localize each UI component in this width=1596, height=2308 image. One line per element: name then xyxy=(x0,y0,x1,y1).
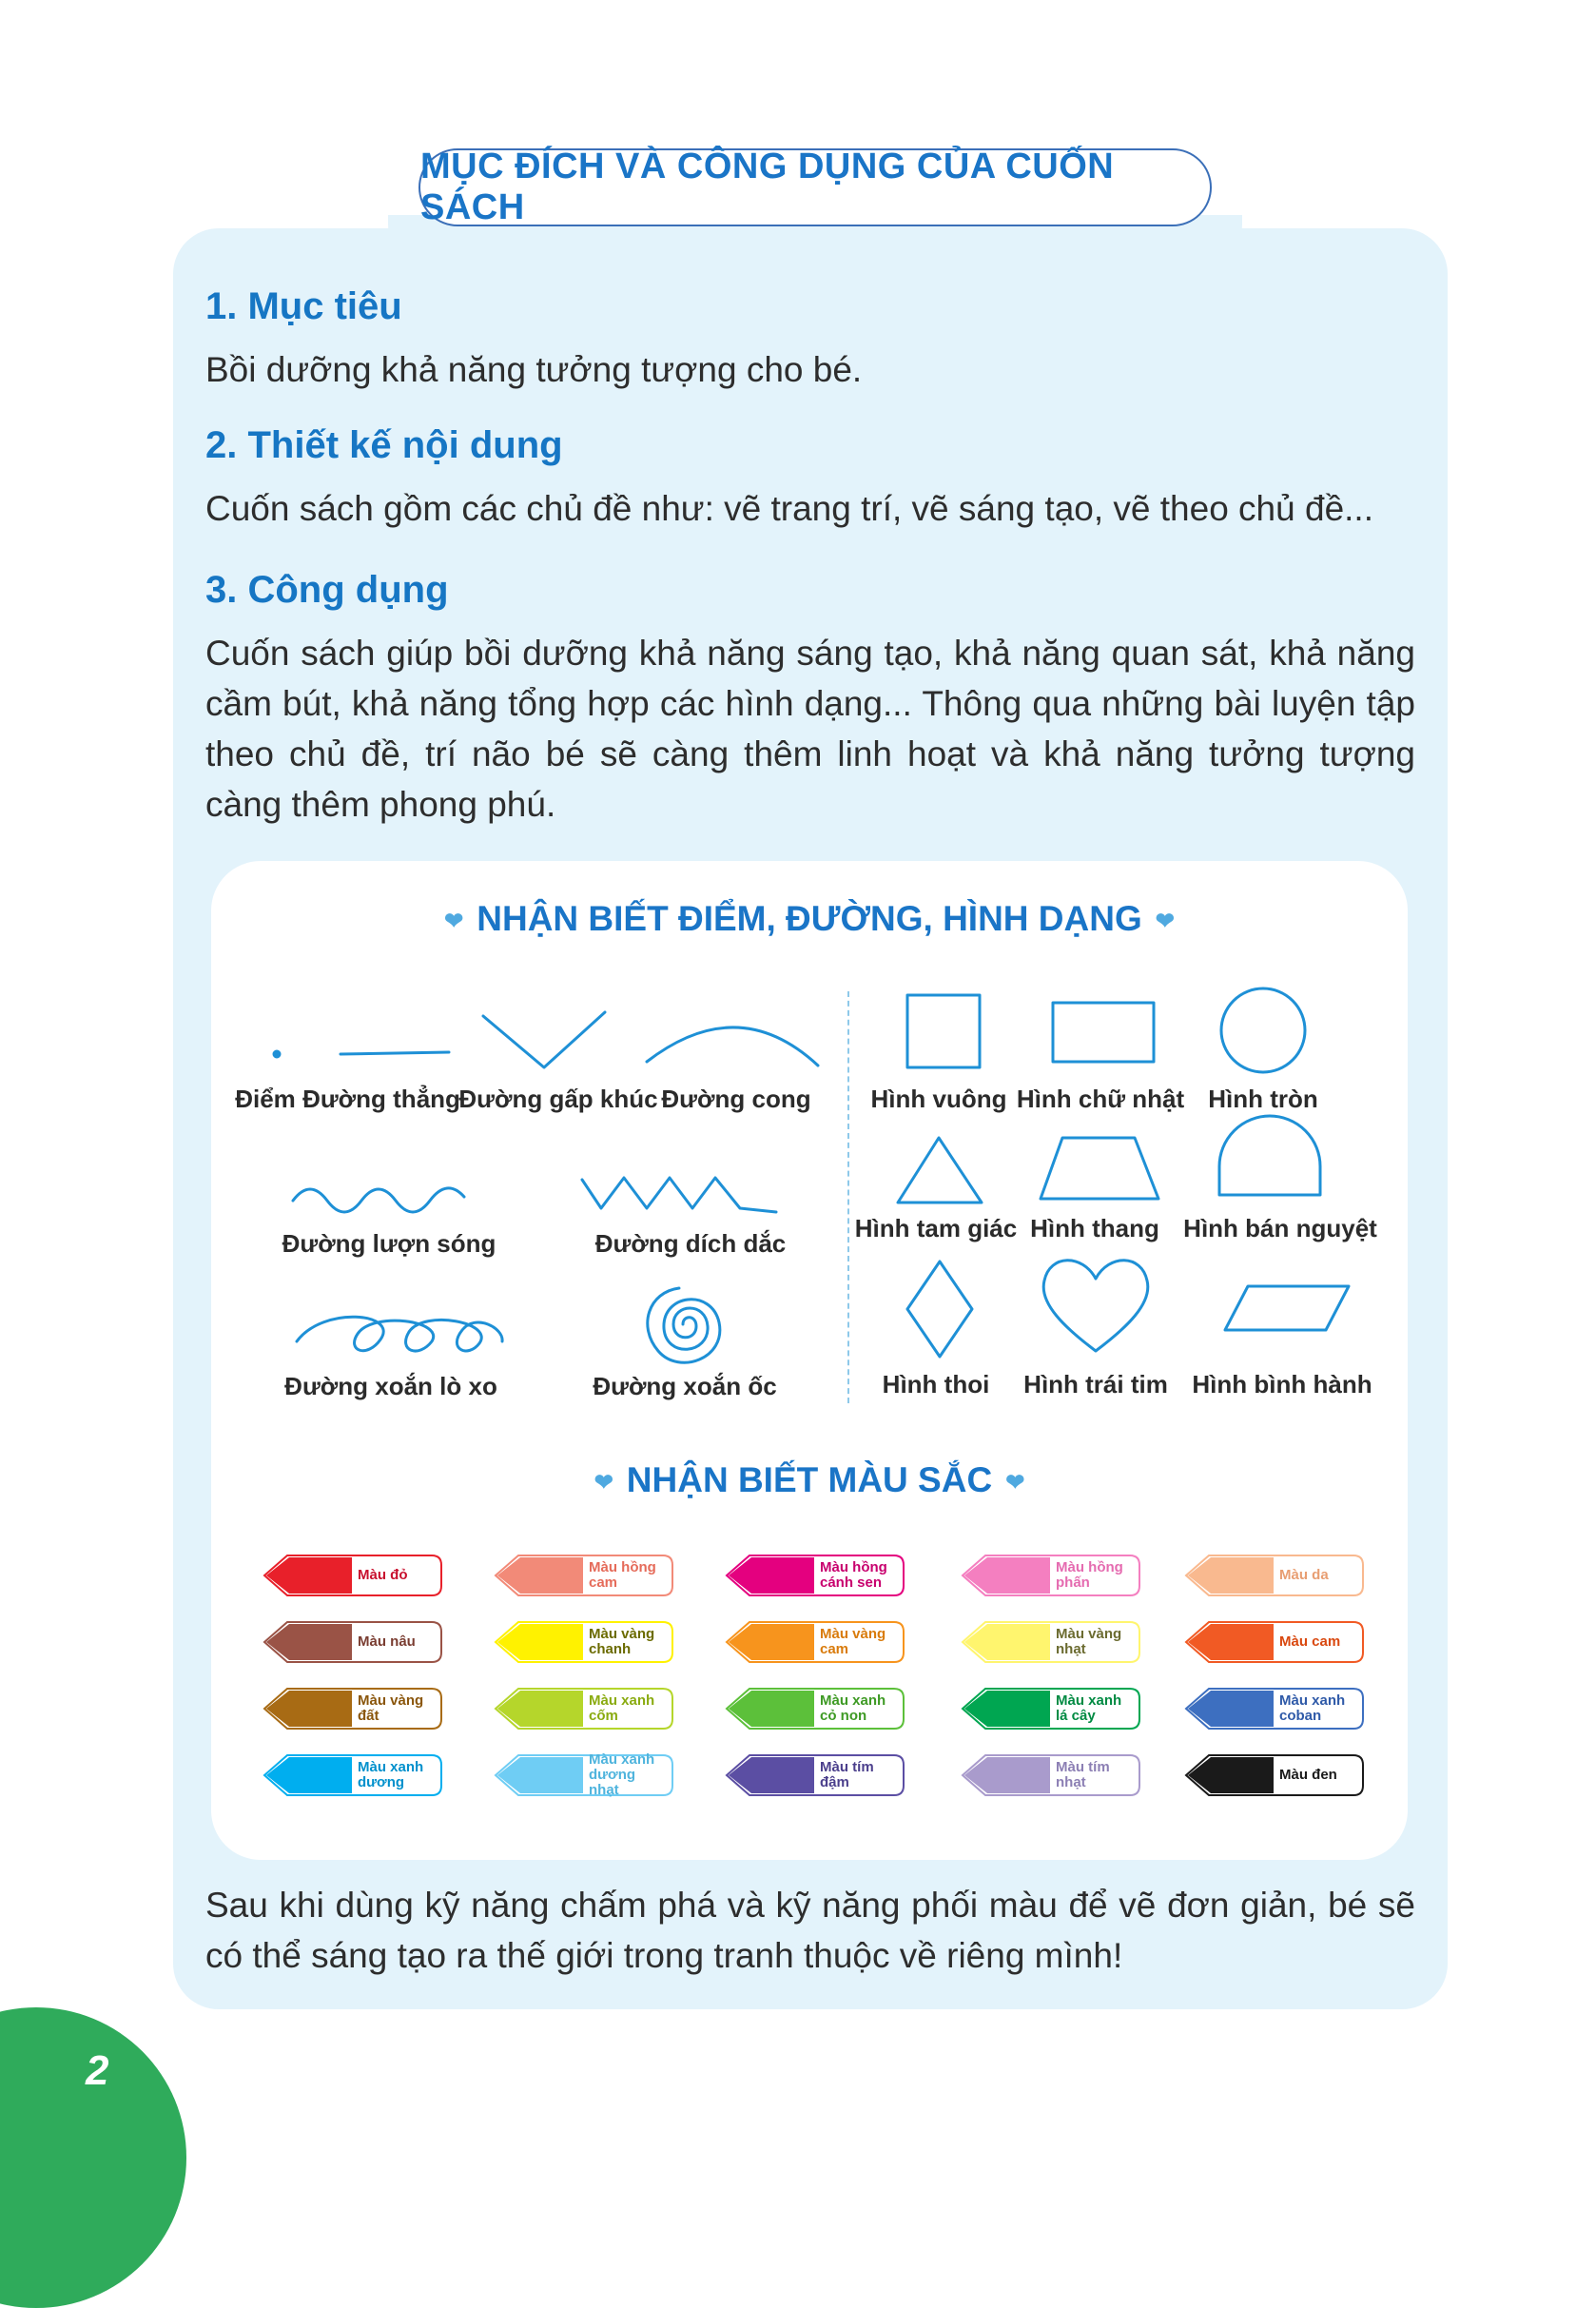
crayon-swatch xyxy=(961,1618,1141,1666)
parallelogram-shape xyxy=(1225,1286,1349,1330)
closing-text: Sau khi dùng kỹ năng chấm phá và kỹ năng phối màu để vẽ đơn giản, bé sẽ có thể sáng tạo ra thế giới trong tranh thuộc về riêng mình! xyxy=(205,1886,1415,1975)
broken-line-shape xyxy=(483,1012,605,1067)
label-rhombus: Hình thoi xyxy=(882,1370,990,1398)
crayon-label: Màu tím nhạt xyxy=(1056,1759,1110,1790)
page-number: 2 xyxy=(86,2047,109,2094)
spiral-line-shape xyxy=(648,1288,720,1362)
crayon-swatch xyxy=(494,1685,674,1732)
label-spiral-line: Đường xoắn ốc xyxy=(593,1372,777,1400)
crayon-label: Màu nâu xyxy=(358,1633,416,1650)
crayon-label: Màu vàng đất xyxy=(358,1692,424,1724)
crayon-label: Màu xanh dương nhạt xyxy=(589,1751,655,1798)
heart-icon: ❤ xyxy=(444,908,464,934)
section-heading-use: 3. Công dụng xyxy=(205,569,449,611)
crayon-swatch xyxy=(1184,1751,1365,1799)
crayon-label: Màu cam xyxy=(1279,1633,1341,1650)
crayon-swatch xyxy=(725,1618,905,1666)
label-rectangle: Hình chữ nhật xyxy=(1016,1085,1185,1113)
spring-line-shape xyxy=(297,1317,502,1351)
section-heading-goal: 1. Mục tiêu xyxy=(205,285,402,327)
section-text-use: Cuốn sách giúp bồi dưỡng khả năng sáng tạo, khả năng quan sát, khả năng cầm bút, khả năng tổng hợp các hình dạng... Thông qua những bài luyện tập theo chủ đề, trí não bé sẽ càng thêm linh hoạt và khả năng tưởng tượng càng thêm phong phú. xyxy=(205,634,1415,824)
crayon-label: Màu vàng chanh xyxy=(589,1626,655,1657)
section-text-design: Cuốn sách gồm các chủ đề như: vẽ trang trí, vẽ sáng tạo, vẽ theo chủ đề... xyxy=(205,489,1373,528)
label-triangle: Hình tam giác xyxy=(854,1214,1018,1242)
heart-shape xyxy=(1043,1261,1148,1351)
square-shape xyxy=(907,995,980,1067)
point-shape xyxy=(274,1051,280,1057)
semicircle-shape xyxy=(1219,1116,1320,1195)
crayon-label: Màu đen xyxy=(1279,1767,1337,1783)
crayon-label: Màu da xyxy=(1279,1567,1329,1583)
crayon-swatch xyxy=(725,1751,905,1799)
crayon-swatch xyxy=(1184,1618,1365,1666)
crayon-label: Màu vàng nhạt xyxy=(1056,1626,1122,1657)
crayon-swatch xyxy=(494,1751,674,1799)
label-point: Điểm xyxy=(235,1085,296,1113)
curve-line-shape xyxy=(647,1027,818,1066)
crayon-label: Màu đỏ xyxy=(358,1567,408,1583)
label-spring-line: Đường xoắn lò xo xyxy=(284,1372,497,1400)
crayon-label: Màu xanh dương xyxy=(358,1759,424,1790)
section-text-goal: Bồi dưỡng khả năng tưởng tượng cho bé. xyxy=(205,350,863,389)
label-curve-line: Đường cong xyxy=(661,1085,811,1113)
colors-title-text: NHẬN BIẾT MÀU SẮC xyxy=(626,1460,993,1499)
wave-line-shape xyxy=(293,1188,464,1212)
triangle-shape xyxy=(898,1138,982,1203)
label-wave-line: Đường lượn sóng xyxy=(282,1229,496,1258)
crayon-swatch xyxy=(1184,1685,1365,1732)
crayon-label: Màu xanh cỏ non xyxy=(820,1692,886,1724)
crayon-label: Màu vàng cam xyxy=(820,1626,886,1657)
crayon-label: Màu hồng cánh sen xyxy=(820,1559,887,1591)
crayon-swatch xyxy=(1184,1552,1365,1599)
label-circle: Hình tròn xyxy=(1208,1085,1318,1113)
heart-icon: ❤ xyxy=(594,1469,613,1496)
crayon-label: Màu hồng cam xyxy=(589,1559,656,1591)
label-straight-line: Đường thẳng xyxy=(302,1085,460,1113)
label-parallelogram: Hình bình hành xyxy=(1192,1370,1372,1398)
crayon-swatch xyxy=(725,1685,905,1732)
straight-line-shape xyxy=(341,1052,449,1054)
crayon-label: Màu xanh coban xyxy=(1279,1692,1346,1724)
label-zigzag-line: Đường dích dắc xyxy=(594,1229,787,1258)
section-heading-design: 2. Thiết kế nội dung xyxy=(205,424,563,466)
shapes-title-text: NHẬN BIẾT ĐIỂM, ĐƯỜNG, HÌNH DẠNG xyxy=(477,899,1142,938)
rectangle-shape xyxy=(1053,1003,1154,1062)
crayon-swatch xyxy=(263,1618,443,1666)
rhombus-shape xyxy=(907,1262,972,1357)
crayon-swatch xyxy=(263,1685,443,1732)
label-trapezoid: Hình thang xyxy=(1030,1214,1159,1242)
crayon-swatch xyxy=(961,1685,1141,1732)
page-title: MỤC ĐÍCH VÀ CÔNG DỤNG CỦA CUỐN SÁCH xyxy=(420,147,1115,227)
crayon-label: Màu xanh cốm xyxy=(589,1692,655,1724)
trapezoid-shape xyxy=(1041,1138,1158,1199)
crayon-swatch xyxy=(494,1618,674,1666)
label-semicircle: Hình bán nguyệt xyxy=(1183,1214,1377,1242)
heart-icon: ❤ xyxy=(1155,908,1175,934)
circle-shape xyxy=(1221,988,1305,1072)
crayon-label: Màu tím đậm xyxy=(820,1759,874,1790)
crayon-swatch xyxy=(494,1552,674,1599)
label-broken-line: Đường gấp khúc xyxy=(458,1085,658,1113)
crayon-label: Màu hồng phấn xyxy=(1056,1559,1123,1591)
crayon-swatch xyxy=(263,1751,443,1799)
label-square: Hình vuông xyxy=(870,1085,1007,1113)
crayon-label: Màu xanh lá cây xyxy=(1056,1692,1122,1724)
crayon-swatch xyxy=(961,1552,1141,1599)
heart-icon: ❤ xyxy=(1005,1469,1025,1496)
zigzag-line-shape xyxy=(582,1178,776,1212)
crayon-swatch xyxy=(725,1552,905,1599)
label-heart: Hình trái tim xyxy=(1023,1370,1168,1398)
crayon-swatch xyxy=(263,1552,443,1599)
crayon-swatch xyxy=(961,1751,1141,1799)
